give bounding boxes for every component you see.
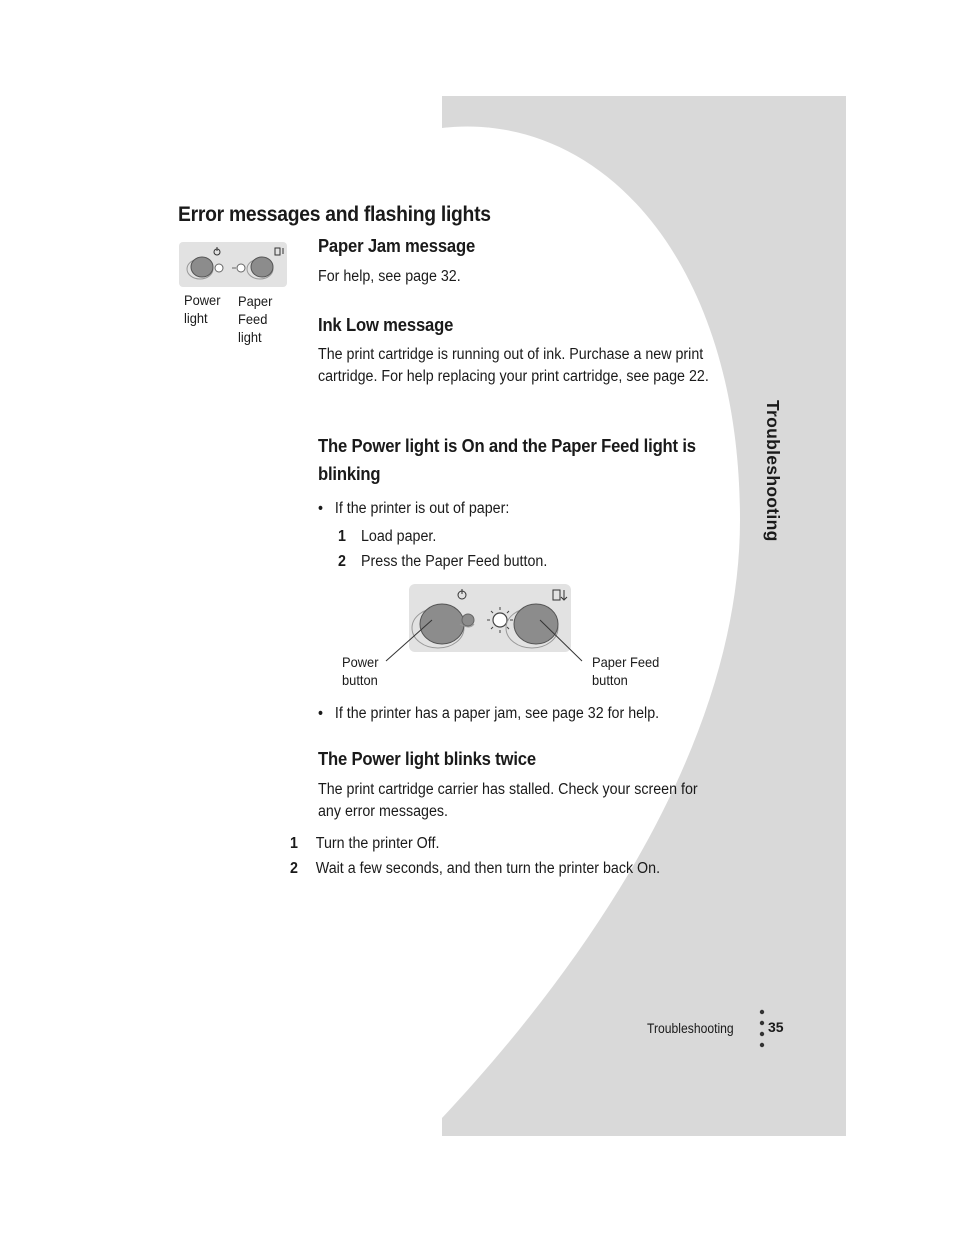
ink-low-text: The print cartridge is running out of ink. Purchase a new print cartridge. For help replacing your print cartridge, see page 22. [318, 346, 709, 385]
step-number: 1 [290, 835, 298, 852]
step-text: Load paper. [361, 528, 437, 545]
ink-low-heading: Ink Low message [318, 314, 454, 335]
power-on-heading-line1: The Power light is On and the Paper Feed light is [318, 435, 696, 456]
section-title: Error messages and flashing lights [178, 203, 491, 226]
paper-feed-button-label: Paper Feed button [592, 654, 660, 688]
page-number: 35 [768, 1019, 784, 1035]
step-press-paper-feed [338, 551, 547, 573]
step-wait-turn-on [290, 858, 660, 880]
bullet-paper-jam [318, 703, 659, 725]
blinks-twice-heading: The Power light blinks twice [318, 748, 536, 769]
footer-label: Troubleshooting [647, 1021, 734, 1036]
step-text: Wait a few seconds, and then turn the printer back On. [315, 860, 661, 877]
step-text: Turn the printer Off. [315, 835, 440, 852]
footer-dots-icon [757, 1008, 767, 1052]
bullet-icon: • [318, 705, 324, 722]
step-text: Press the Paper Feed button. [361, 553, 548, 570]
step-number: 2 [290, 860, 298, 877]
printer-lights-diagram [178, 241, 290, 289]
step-number: 1 [338, 528, 346, 545]
step-turn-off [290, 833, 439, 855]
step-number: 2 [338, 553, 346, 570]
bullet-out-of-paper [318, 498, 509, 520]
paper-jam-text: For help, see page 32. [318, 268, 461, 285]
power-light-label: Power light [184, 292, 221, 326]
bullet-icon: • [318, 500, 324, 517]
bullet-text: If the printer is out of paper: [334, 500, 510, 517]
side-tab-label: Troubleshooting [763, 400, 783, 542]
step-load-paper [338, 526, 436, 548]
blinks-twice-text: The print cartridge carrier has stalled. Check your screen for any error messages. [318, 781, 698, 820]
paper-jam-heading: Paper Jam message [318, 235, 476, 256]
power-button-label: Power button [342, 654, 379, 688]
bullet-text: If the printer has a paper jam, see page 32 for help. [334, 705, 660, 722]
paper-feed-light-label: Paper Feed light [238, 293, 273, 345]
power-on-heading-line2: blinking [318, 463, 381, 484]
